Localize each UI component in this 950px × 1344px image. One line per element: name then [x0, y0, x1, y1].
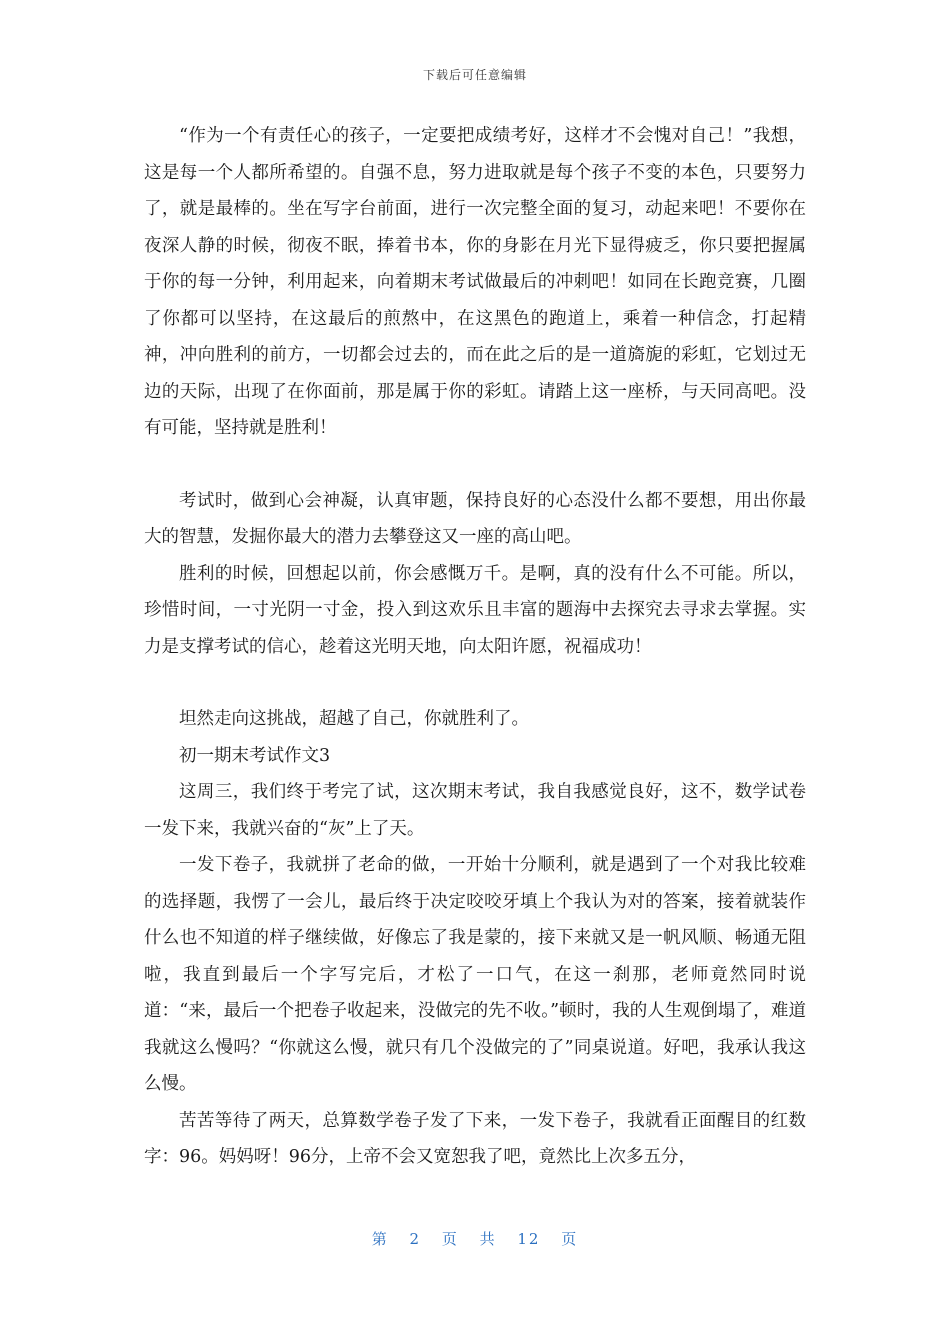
- paragraph: 坦然走向这挑战，超越了自己，你就胜利了。: [179, 709, 529, 729]
- paragraph: 苦苦等待了两天，总算数学卷子发了下来，一发下卷子，我就看正面醒目的红数字：96。妈妈呀！96分，上帝不会又宽恕我了吧，竟然比上次多五分，: [144, 1110, 806, 1167]
- page-number: 第 2 页 共 12 页: [371, 1230, 579, 1248]
- paragraph: “作为一个有责任心的孩子，一定要把成绩考好，这样才不会愧对自己！”我想，这是每一个人都所希望的。自强不息，努力进取就是每个孩子不变的本色，只要努力了，就是最棒的。坐在写字台前面，进行一次完整全面的复习，动起来吧！不要你在夜深人静的时候，彻夜不眠，捧着书本，你的身影在月光下显得疲乏，你只要把握属于你的每一分钟，利用起来，向着期末考试做最后的冲刺吧！如同在长跑竞赛，几圈了你都可以坚持，在这最后的煎熬中，在这黑色的跑道上，乘着一种信念，打起精神，冲向胜利的前方，一切都会过去的，而在此之后的是一道旖旎的彩虹，它划过无边的天际，出现了在你面前，那是属于你的彩虹。请踏上这一座桥，与天同高吧。没有可能，坚持就是胜利！: [144, 126, 806, 438]
- paragraph: 一发下卷子，我就拼了老命的做，一开始十分顺利，就是遇到了一个对我比较难的选择题，我愣了一会儿，最后终于决定咬咬牙填上个我认为对的答案，接着就装作什么也不知道的样子继续做，好像忘了我是蒙的，接下来就又是一帆风顺、畅通无阻啦，我直到最后一个字写完后，才松了一口气，在这一刹那，老师竟然同时说道：“来，最后一个把卷子收起来，没做完的先不收。”顿时，我的人生观倒塌了，难道我就这么慢吗？“你就这么慢，就只有几个没做完的了”同桌说道。好吧，我承认我这么慢。: [144, 855, 806, 1094]
- paragraph: 考试时，做到心会神凝，认真审题，保持良好的心态没什么都不要想，用出你最大的智慧，发掘你最大的潜力去攀登这又一座的高山吧。: [144, 490, 806, 547]
- paragraph-gap: [144, 665, 806, 701]
- section-title: 初一期末考试作文3: [179, 745, 331, 766]
- paragraph: 胜利的时候，回想起以前，你会感慨万千。是啊，真的没有什么不可能。所以，珍惜时间，一寸光阴一寸金，投入到这欢乐且丰富的题海中去探究去寻求去掌握。实力是支撑考试的信心，趁着这光明天地，向太阳许愿，祝福成功！: [144, 563, 806, 657]
- paragraph-gap: [144, 447, 806, 483]
- document-body: [144, 118, 806, 1176]
- paragraph: 这周三，我们终于考完了试，这次期末考试，我自我感觉良好，这不，数学试卷一发下来，我就兴奋的“灰”上了天。: [144, 782, 806, 839]
- page-header: 下载后可任意编辑: [422, 68, 527, 82]
